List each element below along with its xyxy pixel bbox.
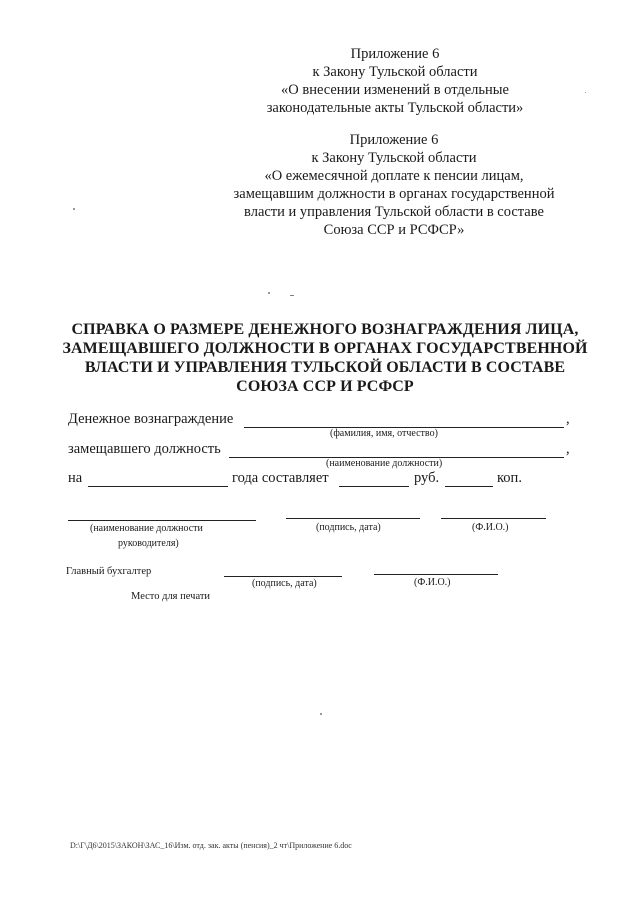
file-path-footer: D:\Г\Д6\2015\ЗАКОН\ЗАС_16\Изм. отд. зак. акты (пенсия)_2 чт\Приложение 6.doc <box>70 841 352 850</box>
appendix-1-line: «О внесении изменений в отдельные <box>281 82 509 98</box>
reward-label: Денежное вознаграждение <box>68 411 234 427</box>
title-line: СОЮЗА ССР И РСФСР <box>236 378 414 395</box>
head-signature-line[interactable] <box>286 518 420 519</box>
head-position-line[interactable] <box>68 520 256 521</box>
appendix-2-line: Приложение 6 <box>349 132 439 148</box>
stamp-place-label: Место для печати <box>131 591 211 602</box>
rub-input-line[interactable] <box>339 486 409 487</box>
appendix-2-line: замещавшим должности в органах государственной <box>233 186 555 202</box>
head-sign-caption: (подпись, дата) <box>316 522 381 533</box>
title-line: ВЛАСТИ И УПРАВЛЕНИЯ ТУЛЬСКОЙ ОБЛАСТИ В СОСТАВЕ <box>84 359 566 376</box>
title-line: СПРАВКА О РАЗМЕРЕ ДЕНЕЖНОГО ВОЗНАГРАЖДЕНИЯ ЛИЦА, <box>71 321 579 338</box>
appendix-2-header <box>224 131 564 239</box>
appendix-2-line: власти и управления Тульской области в составе <box>244 204 544 220</box>
accountant-signature-line[interactable] <box>224 576 342 577</box>
position-caption: (наименование должности) <box>326 458 443 469</box>
appendix-2-line: Союза ССР и РСФСР» <box>323 222 465 238</box>
head-position-caption-1: (наименование должности <box>90 523 203 534</box>
scan-speck <box>290 295 294 296</box>
head-position-caption-2: руководителя) <box>118 538 179 549</box>
scan-speck <box>73 208 75 210</box>
appendix-2-line: «О ежемесячной доплате к пенсии лицам, <box>264 168 524 184</box>
appendix-1-line: Приложение 6 <box>350 46 440 62</box>
accountant-sign-caption: (подпись, дата) <box>252 578 317 589</box>
title-line: ЗАМЕЩАВШЕГО ДОЛЖНОСТИ В ОРГАНАХ ГОСУДАРСТВЕННОЙ <box>62 340 588 357</box>
appendix-1-line: законодательные акты Тульской области» <box>266 100 524 116</box>
fio-caption: (фамилия, имя, отчество) <box>330 428 438 439</box>
accountant-label: Главный бухгалтер <box>66 566 152 577</box>
appendix-2-line: к Закону Тульской области <box>311 150 477 166</box>
date-input-line[interactable] <box>88 486 228 487</box>
year-text: года составляет <box>232 470 329 486</box>
scan-speck <box>320 713 322 715</box>
kop-label: коп. <box>497 470 522 486</box>
appendix-1-line: к Закону Тульской области <box>312 64 478 80</box>
accountant-fio-line[interactable] <box>374 574 498 575</box>
scan-speck <box>585 92 586 93</box>
head-fio-caption: (Ф.И.О.) <box>472 522 509 533</box>
scan-speck <box>268 292 270 294</box>
accountant-fio-caption: (Ф.И.О.) <box>414 577 451 588</box>
head-fio-line[interactable] <box>441 518 546 519</box>
rub-label: руб. <box>414 470 440 486</box>
position-label: замещавшего должность <box>68 441 221 457</box>
document-title <box>40 320 610 396</box>
reward-comma: , <box>566 411 570 427</box>
position-comma: , <box>566 441 570 457</box>
on-label: на <box>68 470 83 486</box>
kop-input-line[interactable] <box>445 486 493 487</box>
appendix-1-header <box>240 45 550 117</box>
